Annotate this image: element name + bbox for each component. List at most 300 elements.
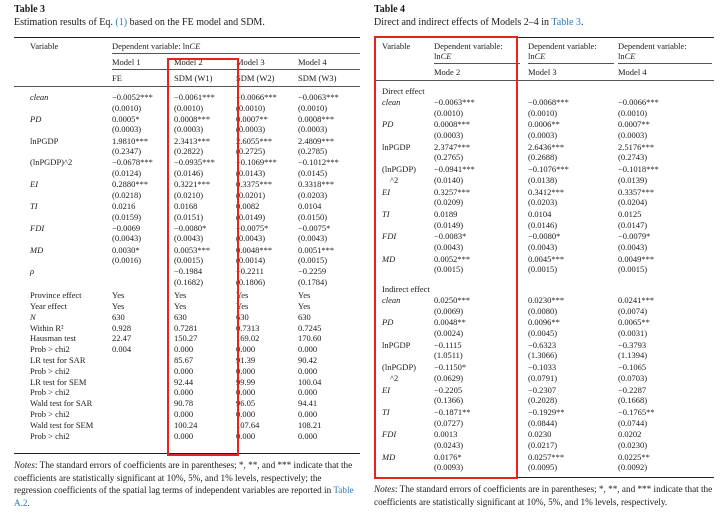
table-3-row-label: clean <box>30 92 49 102</box>
table-3-coef-cell: −0.0069 <box>112 222 141 233</box>
table-3-stat-label: Wald test for SEM <box>30 419 94 430</box>
table-4-coef-cell: −0.2307 <box>528 384 557 395</box>
table-3-se-cell: (0.1682) <box>174 276 204 287</box>
table-3-se-cell: (0.0150) <box>298 211 328 222</box>
table-3-coef-cell: −0.0935*** <box>174 157 215 168</box>
table-3-stat-cell: 0.000 <box>298 409 318 419</box>
table-4-row-label: MD <box>382 451 396 462</box>
table-4-se-cell: (0.0010) <box>434 107 464 118</box>
table-3-stat-cell: 100.04 <box>298 376 322 387</box>
table-3-model-header: Model 3 <box>236 57 265 67</box>
table-3-stat-cell: 0.000 <box>298 344 318 355</box>
table-3-coef-cell: −0.0061*** <box>174 92 215 102</box>
table-3-link[interactable]: Table 3 <box>551 17 581 28</box>
table-4-se-cell: (0.0243) <box>434 439 464 450</box>
table-3-stat-label: Prob > chi2 <box>30 365 70 376</box>
table-4-se-cell: (0.1668) <box>618 395 648 406</box>
table-4-coef-cell: 0.0189 <box>434 209 458 219</box>
table-4-se-cell: (0.2765) <box>434 152 464 163</box>
table-3-stat-cell: 170.60 <box>298 333 322 344</box>
table-4-coef-cell: 2.5176*** <box>618 141 655 152</box>
table-3-coef-cell: −0.0075* <box>236 222 269 233</box>
table-4-row-label: clean <box>382 97 401 107</box>
table-4-coef-cell: 0.0052*** <box>434 253 471 264</box>
table-3-notes-end: . <box>27 497 30 508</box>
table-3-stat-label: Wald test for SAR <box>30 398 93 409</box>
table-4-se-cell: (0.0043) <box>618 241 648 252</box>
table-4-se-cell: (0.0092) <box>618 462 648 473</box>
table-4-se-cell: (0.0069) <box>434 305 464 316</box>
table-4-row-label: MD <box>382 253 396 264</box>
table-4-coef-cell: −0.0066*** <box>618 97 659 107</box>
model-2-highlight-box <box>167 58 239 456</box>
table-3-stat-cell: 22.47 <box>112 333 132 344</box>
eq-1-link[interactable]: (1) <box>115 17 128 28</box>
table-4-se-cell: (0.0031) <box>618 327 648 338</box>
table-3-row-label: MD <box>30 244 44 255</box>
table-4-caption-end: . <box>580 17 584 28</box>
table-3-coef-cell: −0.2259 <box>298 266 327 277</box>
table-3-stat-cell: 150.27 <box>174 333 198 344</box>
table-4-se-cell: (0.2028) <box>528 395 558 406</box>
table-3-stat-cell: 0.7313 <box>236 322 260 333</box>
table-4-coef-cell: 0.0045*** <box>528 253 565 264</box>
table-4-se-cell: (0.0045) <box>528 327 558 338</box>
table-3-se-cell: (0.0003) <box>236 124 266 135</box>
table-3-stat-cell: 0.7281 <box>174 322 198 333</box>
table-4-header-variable: Variable <box>382 41 411 51</box>
table-3-se-cell: (0.0015) <box>174 255 204 266</box>
table-4-se-cell: (0.0015) <box>618 264 648 275</box>
table-3-coef-cell: 0.0168 <box>174 201 198 211</box>
table-3-coef-cell: 0.0008*** <box>298 113 335 124</box>
table-4-coef-cell: −0.1076*** <box>528 164 569 175</box>
table-3-coef-cell: −0.1012*** <box>298 157 339 168</box>
table-4-se-cell: (0.0003) <box>618 129 648 140</box>
table-3-row-label: (lnPGDP)^2 <box>30 157 73 168</box>
table-3-stat-cell: 99.99 <box>236 376 256 387</box>
table-4-se-cell: (0.0727) <box>434 417 464 428</box>
table-4-se-cell: (1.0511) <box>434 350 463 361</box>
table-3-coef-cell: 2.4809*** <box>298 135 335 146</box>
table-3-stat-cell: 94.41 <box>298 398 318 409</box>
table-3-se-cell: (0.0151) <box>174 211 204 222</box>
table-3-coef-cell: −0.0678*** <box>112 157 153 168</box>
table-3-coef-cell: 0.2880*** <box>112 179 149 190</box>
table-3-se-cell: (0.2347) <box>112 146 142 157</box>
table-3-se-cell: (0.0159) <box>112 211 142 222</box>
table-3-stat-label: N <box>30 311 36 322</box>
table-3-se-cell: (0.0043) <box>236 233 266 244</box>
table-4-se-cell: (0.0015) <box>528 264 558 275</box>
table-4-se-cell: (0.0010) <box>618 107 648 118</box>
table-3-stat-cell: 96.05 <box>236 398 256 409</box>
table-4-coef-cell: −0.1018*** <box>618 164 659 175</box>
table-3-stat-cell: 0.000 <box>174 430 194 441</box>
table-4-label: Table 4 <box>374 4 406 15</box>
table-4-coef-cell: 0.0104 <box>528 209 552 219</box>
table-3-stat-cell: Yes <box>236 301 249 311</box>
table-3-stat-cell: 92.44 <box>174 376 194 387</box>
table-3-stat-label: Prob > chi2 <box>30 387 70 398</box>
table-4-row-label: TI <box>382 407 390 417</box>
table-3-coef-cell: 0.3375*** <box>236 179 273 190</box>
table-4-se-cell: (0.0147) <box>618 219 648 230</box>
table-3-se-cell: (0.0016) <box>112 255 142 266</box>
table-4-coef-cell: 0.3357*** <box>618 186 655 197</box>
table-3-se-cell: (0.1806) <box>236 276 266 287</box>
table-4-se-cell: (0.0003) <box>528 129 558 140</box>
table-4-coef-cell: −0.0063*** <box>434 97 475 107</box>
table-3-stat-cell: 90.42 <box>298 355 318 365</box>
table-4-model-header: Model 3 <box>528 67 557 77</box>
table-3-stat-cell: 85.67 <box>174 355 194 365</box>
table-3-se-cell: (0.0124) <box>112 167 142 178</box>
table-3-coef-cell: −0.2211 <box>236 266 264 277</box>
table-3-se-cell: (0.0010) <box>298 102 328 113</box>
table-4-se-cell: (0.0138) <box>528 174 558 185</box>
table-4-se-cell: (0.0629) <box>434 372 464 383</box>
table-3-stat-cell: 0.000 <box>174 344 194 355</box>
table-3-coef-cell: 0.0216 <box>112 201 136 211</box>
table-3-coef-cell: 0.0007** <box>236 113 268 124</box>
table-4-se-cell: (0.0095) <box>528 462 558 473</box>
table-3-se-cell: (0.0143) <box>236 167 266 178</box>
table-4-se-cell: (0.2688) <box>528 152 558 163</box>
table-4-row-label: lnPGDP <box>382 141 411 152</box>
table-4-coef-cell: −0.6323 <box>528 339 557 350</box>
table-3-stat-cell: 100.24 <box>174 419 198 430</box>
table-3-se-cell: (0.0003) <box>298 124 328 135</box>
table-4-se-cell: (0.0217) <box>528 439 558 450</box>
table-3-stat-label: Province effect <box>30 290 82 301</box>
table-3-stat-label: Within R² <box>30 322 64 333</box>
table-4-row-label: (lnPGDP) <box>382 362 417 373</box>
table-4-coef-cell: −0.1033 <box>528 362 557 373</box>
table-4-row-label: clean <box>382 295 401 305</box>
table-4-notes-text: : The standard errors of coefficients are in parentheses; *, **, and *** indicate that the coefficients are statistically significant at 10%, 5%, and 1% levels, respectively. <box>374 484 713 507</box>
table-3-coef-cell: 0.0008*** <box>174 113 211 124</box>
table-3-coef-cell: 0.0005* <box>112 113 140 124</box>
table-3-se-cell: (0.0010) <box>236 102 266 113</box>
table-3-se-cell: (0.2725) <box>236 146 266 157</box>
table-3-stat-cell: Yes <box>236 290 249 301</box>
table-4-coef-cell: −0.0080* <box>528 231 561 242</box>
table-4-se-cell: (1.1394) <box>618 350 648 361</box>
table-3-header-variable: Variable <box>30 41 59 51</box>
table-3-row-label: FDI <box>30 222 45 233</box>
table-4-model-header: Mode 2 <box>434 67 461 77</box>
table-4-coef-cell: 0.0225** <box>618 451 650 462</box>
table-4-se-cell: (0.0043) <box>528 241 558 252</box>
table-3-coef-cell: −0.0080* <box>174 222 207 233</box>
table-3-caption-text: Estimation results of Eq. <box>14 17 116 28</box>
table-3-row-label: PD <box>30 113 42 124</box>
table-4-se-cell: (0.0003) <box>434 129 464 140</box>
table-4-row-label: TI <box>382 209 390 219</box>
table-4-coef-cell: −0.1115 <box>434 339 462 350</box>
table-3-stat-cell: 91.39 <box>236 355 256 365</box>
table-3-coef-cell: −0.0052*** <box>112 92 153 102</box>
table-3-stat-cell: 107.64 <box>236 419 260 430</box>
table-3-row-label: EI <box>30 179 39 190</box>
table-4-coef-cell: −0.0941*** <box>434 164 475 175</box>
table-4-model-header: Model 4 <box>618 67 647 77</box>
table-4-dep-header-line2: lnCE <box>434 51 452 61</box>
table-3-se-cell: (0.0145) <box>298 167 328 178</box>
table-4-coef-cell: −0.0083* <box>434 231 467 242</box>
table-3-dep-rule <box>112 53 360 54</box>
table-3-caption <box>14 17 265 28</box>
table-3-stat-label: LR test for SAR <box>30 355 86 365</box>
model-2-effects-highlight-box <box>374 36 518 479</box>
table-3-model-header: Model 2 <box>174 57 203 67</box>
table-4-coef-cell: 0.0241*** <box>618 295 655 305</box>
table-3-stat-cell: 0.004 <box>112 344 132 355</box>
table-3-se-cell: (0.0010) <box>174 102 204 113</box>
table-3-stat-cell: Yes <box>112 290 125 301</box>
table-3-caption-end: based on the FE model and SDM. <box>127 17 265 28</box>
table-3-coef-cell: 0.0082 <box>236 201 260 211</box>
table-4-coef-cell: 0.0049*** <box>618 253 655 264</box>
table-3-coef-cell: 0.0048*** <box>236 244 273 255</box>
table-3-stat-cell: 630 <box>298 311 311 322</box>
table-4-coef-cell: 0.0230*** <box>528 295 565 305</box>
table-4-se-cell: (0.1366) <box>434 395 464 406</box>
table-3-stat-cell: 630 <box>112 311 125 322</box>
table-4-coef-cell: 2.3747*** <box>434 141 471 152</box>
table-4-coef-cell: 0.0096** <box>528 317 560 328</box>
table-4-dep-header-line1: Dependent variable: <box>618 41 687 51</box>
table-3-stat-cell: Yes <box>298 290 311 301</box>
table-4-se-cell: (0.0010) <box>528 107 558 118</box>
table-4-notes-label: Notes <box>374 484 395 494</box>
table-3-coef-cell: −0.1984 <box>174 266 203 277</box>
table-3-stat-cell: 0.000 <box>236 387 256 398</box>
table-3-method-header: FE <box>112 73 122 83</box>
table-4-row-label-superscript: ^2 <box>390 174 399 185</box>
table-4-row-label: FDI <box>382 429 397 440</box>
direct-effect-title: Direct effect <box>382 86 425 96</box>
table-3-row-label: TI <box>30 201 38 211</box>
table-4-coef-cell: −0.1150* <box>434 362 467 373</box>
table-3-stat-cell: 0.000 <box>174 409 194 419</box>
table-4-coef-cell: −0.1929** <box>528 407 565 417</box>
table-3-notes-label: Notes <box>14 460 35 470</box>
table-3-coef-cell: 0.0104 <box>298 201 322 211</box>
table-3-stat-cell: Yes <box>298 301 311 311</box>
table-4-dep-rule <box>618 63 712 64</box>
table-4-coef-cell: −0.0068*** <box>528 97 569 107</box>
table-3-stat-cell: Yes <box>174 290 187 301</box>
table-4-se-cell: (0.0080) <box>528 305 558 316</box>
table-4-dep-header-line1: Dependent variable: <box>434 41 503 51</box>
table-3-row-label: ρ <box>30 266 35 277</box>
table-4-coef-cell: 0.0008*** <box>434 119 471 130</box>
table-4-se-cell: (0.0024) <box>434 327 464 338</box>
table-4-se-cell: (0.0043) <box>434 241 464 252</box>
table-4-dep-header-line2: lnCE <box>618 51 636 61</box>
table-4-caption <box>374 17 583 28</box>
table-4-coef-cell: 2.6436*** <box>528 141 565 152</box>
table-3-se-cell: (0.0043) <box>112 233 142 244</box>
table-4-coef-cell: 0.0257*** <box>528 451 565 462</box>
table-4-row-label: (lnPGDP) <box>382 164 417 175</box>
table-3-model-header: Model 1 <box>112 57 141 67</box>
table-4-se-cell: (0.0146) <box>528 219 558 230</box>
table-3-stat-cell: 0.000 <box>174 387 194 398</box>
table-3-stat-cell: Yes <box>174 301 187 311</box>
table-3-stat-cell: 0.000 <box>174 365 194 376</box>
table-3-top-rule <box>14 37 360 38</box>
table-3-coef-cell: −0.0066*** <box>236 92 277 102</box>
table-3-stat-cell: 630 <box>236 311 249 322</box>
table-3-stat-cell: 169.02 <box>236 333 260 344</box>
table-3-stat-cell: 108.21 <box>298 419 322 430</box>
table-4-row-label: EI <box>382 384 391 395</box>
table-4-dep-header-line2: lnCE <box>528 51 546 61</box>
table-3-se-cell: (0.0014) <box>236 255 266 266</box>
table-4-coef-cell: 0.0048** <box>434 317 466 328</box>
table-3-se-cell: (0.0003) <box>112 124 142 135</box>
table-3-se-cell: (0.0203) <box>298 189 328 200</box>
table-3-stat-label: Hausman test <box>30 333 77 344</box>
table-3-coef-cell: 2.6055*** <box>236 135 273 146</box>
table-3-coef-cell: −0.0063*** <box>298 92 339 102</box>
table-4-coef-cell: 0.0176* <box>434 451 462 462</box>
table-4-coef-cell: −0.1065 <box>618 362 647 373</box>
table-4-se-cell: (1.3066) <box>528 350 558 361</box>
table-4-se-cell: (0.0015) <box>434 264 464 275</box>
table-3-se-cell: (0.2822) <box>174 146 204 157</box>
table-3-row-label: lnPGDP <box>30 135 59 146</box>
table-3-se-cell: (0.0146) <box>174 167 204 178</box>
table-3-stat-cell: 0.000 <box>298 430 318 441</box>
table-3-stat-cell: 0.000 <box>236 409 256 419</box>
table-4-se-cell: (0.2743) <box>618 152 648 163</box>
table-3-stat-label: Prob > chi2 <box>30 409 70 419</box>
table-4-se-cell: (0.0230) <box>618 439 648 450</box>
table-3-se-cell: (0.2785) <box>298 146 328 157</box>
table-4-row-label: PD <box>382 119 394 130</box>
table-3-stat-cell: 0.928 <box>112 322 132 333</box>
table-3-label: Table 3 <box>14 4 46 15</box>
table-3-stat-label: LR test for SEM <box>30 376 87 387</box>
table-4-coef-cell: 0.0006** <box>528 119 560 130</box>
table-3-stat-cell: 0.000 <box>236 365 256 376</box>
table-4-se-cell: (0.0203) <box>528 197 558 208</box>
table-4-se-cell: (0.0791) <box>528 372 558 383</box>
table-4-se-cell: (0.0139) <box>618 174 648 185</box>
table-3-coef-cell: 0.0051*** <box>298 244 335 255</box>
table-3-se-cell: (0.0003) <box>174 124 204 135</box>
table-3-stat-cell: 0.000 <box>298 387 318 398</box>
table-4-coef-cell: 0.0202 <box>618 429 642 440</box>
table-4-row-label: FDI <box>382 231 397 242</box>
table-3-model-header: Model 4 <box>298 57 327 67</box>
table-3-stat-cell: Yes <box>112 301 125 311</box>
table-a2-link[interactable]: Table A.2 <box>14 485 354 508</box>
table-4-se-cell: (0.0140) <box>434 174 464 185</box>
table-4-row-label: PD <box>382 317 394 328</box>
table-4-se-cell: (0.0093) <box>434 462 464 473</box>
table-4-se-cell: (0.0744) <box>618 417 648 428</box>
table-3-se-cell: (0.0043) <box>174 233 204 244</box>
table-4-coef-cell: −0.0079* <box>618 231 651 242</box>
table-4-dep-header-line1: Dependent variable: <box>528 41 597 51</box>
table-3-stat-cell: 0.7245 <box>298 322 322 333</box>
table-3-se-cell: (0.0218) <box>112 189 142 200</box>
table-3-notes-text: : The standard errors of coefficients are in parentheses; *, **, and *** indicate that the coefficients are statistically significant at 10%, 5%, and 1% levels, respectively; the regression coefficients of the spatial lag terms of independent variables are reported in <box>14 460 353 495</box>
table-4-caption-text: Direct and indirect effects of Models 2–4 in <box>374 17 552 28</box>
table-4-coef-cell: 0.3412*** <box>528 186 565 197</box>
table-4-se-cell: (0.0703) <box>618 372 648 383</box>
table-3-coef-cell: 2.3413*** <box>174 135 211 146</box>
table-3-method-header: SDM (W1) <box>174 73 213 83</box>
table-3-se-cell: (0.0201) <box>236 189 266 200</box>
table-4-dep-rule <box>528 63 614 64</box>
table-4-coef-cell: −0.2287 <box>618 384 647 395</box>
table-4-row-label-superscript: ^2 <box>390 372 399 383</box>
table-3-header-dep: Dependent variable: lnCE <box>112 41 201 51</box>
table-4-coef-cell: 0.3257*** <box>434 186 471 197</box>
table-3-se-cell: (0.0043) <box>298 233 328 244</box>
table-4-se-cell: (0.0204) <box>618 197 648 208</box>
table-4-se-cell: (0.0074) <box>618 305 648 316</box>
table-3-coef-cell: 1.9810*** <box>112 135 149 146</box>
table-3-coef-cell: −0.1069*** <box>236 157 277 168</box>
table-3-se-cell: (0.0149) <box>236 211 266 222</box>
table-4-coef-cell: 0.0230 <box>528 429 552 440</box>
table-3-coef-cell: 0.3221*** <box>174 179 211 190</box>
table-4-se-cell: (0.0844) <box>528 417 558 428</box>
table-4-se-cell: (0.0209) <box>434 197 464 208</box>
table-4-notes <box>374 483 714 508</box>
table-4-coef-cell: −0.3793 <box>618 339 647 350</box>
table-3-coef-cell: 0.3318*** <box>298 179 335 190</box>
table-3-coef-cell: −0.0075* <box>298 222 331 233</box>
table-4-coef-cell: −0.1871** <box>434 407 471 417</box>
table-3-notes <box>14 459 354 509</box>
table-3-stat-label: Prob > chi2 <box>30 344 70 355</box>
table-3-stat-cell: 90.78 <box>174 398 194 409</box>
table-3-method-header: SDM (W3) <box>298 73 337 83</box>
indirect-effect-title: Indirect effect <box>382 284 430 294</box>
table-3-se-cell: (0.1784) <box>298 276 328 287</box>
table-3-stat-cell: 0.000 <box>236 430 256 441</box>
table-3-stat-cell: 0.000 <box>236 344 256 355</box>
table-4-row-label: lnPGDP <box>382 339 411 350</box>
table-3-stat-cell: 630 <box>174 311 187 322</box>
table-4-row-label: EI <box>382 186 391 197</box>
table-4-coef-cell: −0.2205 <box>434 384 463 395</box>
table-3-stat-label: Year effect <box>30 301 67 311</box>
table-4-coef-cell: 0.0007** <box>618 119 650 130</box>
table-3-coef-cell: 0.0053*** <box>174 244 211 255</box>
table-4-coef-cell: 0.0065** <box>618 317 650 328</box>
table-3-se-cell: (0.0015) <box>298 255 328 266</box>
table-4-se-cell: (0.0149) <box>434 219 464 230</box>
table-3-method-header: SDM (W2) <box>236 73 275 83</box>
table-3-se-cell: (0.0010) <box>112 102 142 113</box>
table-4-coef-cell: 0.0013 <box>434 429 458 440</box>
table-4-coef-cell: 0.0250*** <box>434 295 471 305</box>
table-3-stat-label: Prob > chi2 <box>30 430 70 441</box>
table-4-coef-cell: 0.0125 <box>618 209 642 219</box>
table-3-se-cell: (0.0210) <box>174 189 204 200</box>
table-3-stat-cell: 0.000 <box>298 365 318 376</box>
table-3-coef-cell: 0.0030* <box>112 244 140 255</box>
